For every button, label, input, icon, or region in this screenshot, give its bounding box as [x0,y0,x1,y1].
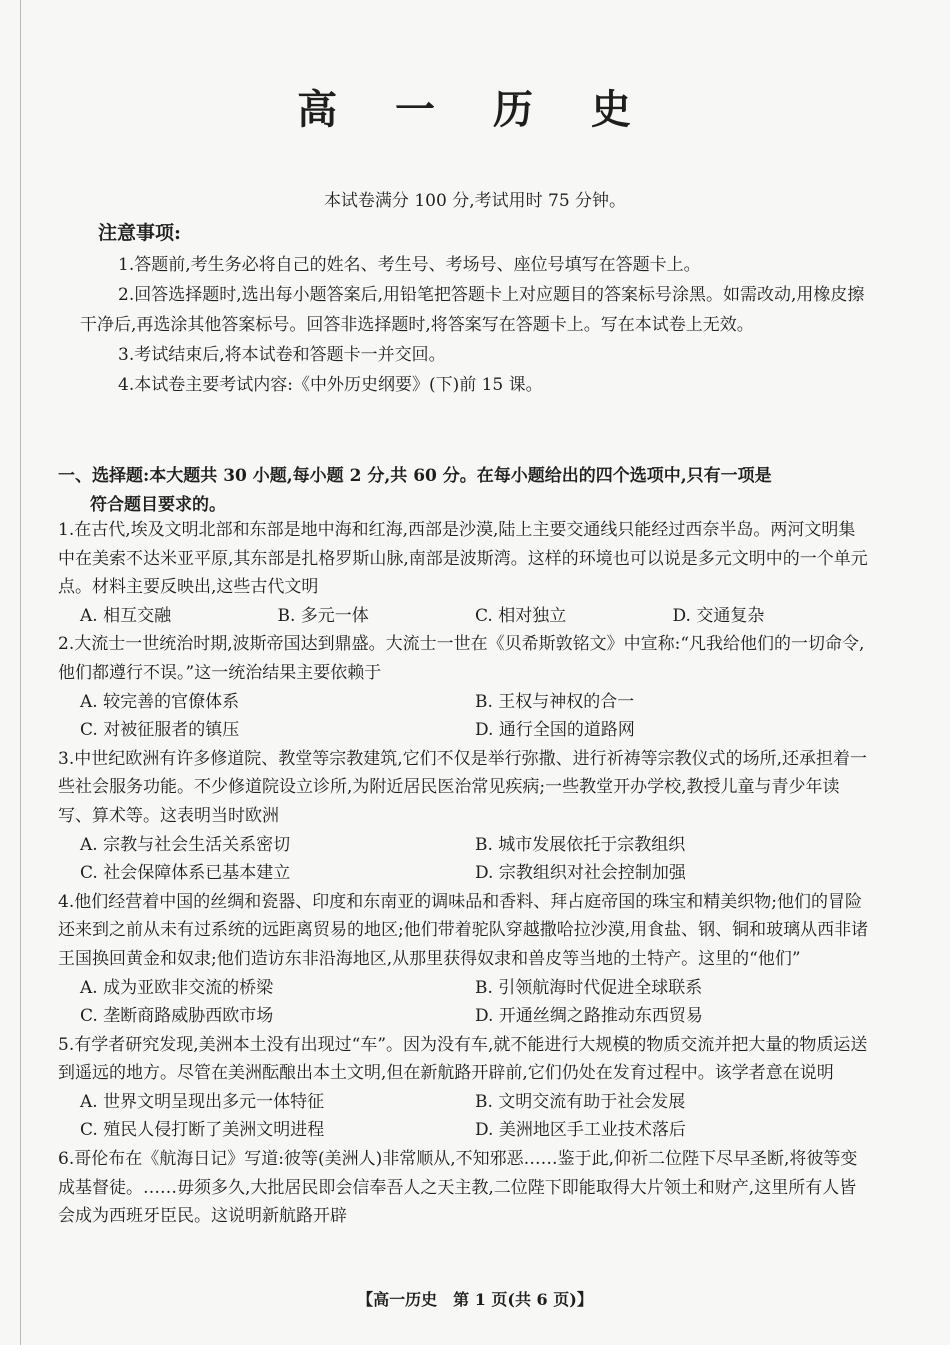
option-b: B. 多元一体 [277,605,369,626]
question-list [58,516,870,1231]
question-1 [58,516,870,630]
question-6 [58,1145,870,1231]
question-stem: 3.中世纪欧洲有许多修道院、教堂等宗教建筑,它们不仅是举行弥撒、进行祈祷等宗教仪式的场所,还承担着一些社会服务功能。不少修道院设立诊所,为附近居民医治常见疾病;一些教堂开办学校,教授儿童与青少年读写、算术等。这表明当时欧洲 [58,748,868,826]
question-5 [58,1031,870,1145]
option-c: C. 垄断商路威胁西欧市场 [80,1006,274,1027]
option-d: D. 交通复杂 [672,605,765,626]
page-footer: 【高一历史 第 1 页(共 6 页)】 [357,1290,593,1309]
notice-item: 2.回答选择题时,选出每小题答案后,用铅笔把答题卡上对应题目的答案标号涂黑。如需改动,用橡皮擦干净后,再选涂其他答案标号。回答非选择题时,将答案写在答题卡上。写在本试卷上无效。 [80,285,865,335]
option-b: B. 王权与神权的合一 [475,691,635,712]
exam-subtitle: 本试卷满分 100 分,考试用时 75 分钟。 [323,191,627,211]
question-stem: 1.在古代,埃及文明北部和东部是地中海和红海,西部是沙漠,陆上主要交通线只能经过西奈半岛。两河文明集中在美索不达米亚平原,其东部是扎格罗斯山脉,南部是波斯湾。这样的环境也可以说是多元文明中的一个单元点。材料主要反映出,这些古代文明 [58,520,868,598]
question-3 [58,745,870,888]
option-a: A. 宗教与社会生活关系密切 [80,834,291,855]
options-row [58,831,870,860]
question-stem: 5.有学者研究发现,美洲本土没有出现过“车”。因为没有车,就不能进行大规模的物质交流并把大量的物质运送到遥远的地方。尽管在美洲酝酿出本土文明,但在新航路开辟前,它们仍处在发育过程中。该学者意在说明 [58,1034,868,1084]
notice-item: 1.答题前,考生务必将自己的姓名、考生号、考场号、座位号填写在答题卡上。 [118,255,701,275]
option-b: B. 引领航海时代促进全球联系 [475,977,703,998]
options-row [58,602,870,631]
notice-list [80,250,870,400]
section-heading [58,462,870,520]
option-a: A. 成为亚欧非交流的桥梁 [80,977,274,998]
option-d: D. 宗教组织对社会控制加强 [475,863,686,884]
options-row [58,716,870,745]
options-row [58,974,870,1003]
options-row [58,1002,870,1031]
page-title: 高 一 历 史 [297,86,653,133]
question-stem: 2.大流士一世统治时期,波斯帝国达到鼎盛。大流士一世在《贝希斯敦铭文》中宣称:“凡我给他们的一切命令,他们都遵行不误。”这一统治结果主要依赖于 [58,634,865,683]
option-a: A. 世界文明呈现出多元一体特征 [80,1091,325,1112]
option-b: B. 文明交流有助于社会发展 [475,1091,686,1112]
notice-item: 4.本试卷主要考试内容:《中外历史纲要》(下)前 15 课。 [118,375,543,395]
option-c: C. 社会保障体系已基本建立 [80,863,291,884]
notice-heading: 注意事项: [98,222,182,244]
option-c: C. 殖民人侵打断了美洲文明进程 [80,1120,325,1141]
options-row [58,1116,870,1145]
option-a: A. 相互交融 [80,605,172,626]
section-heading-line: 符合题目要求的。 [90,495,226,515]
option-d: D. 美洲地区手工业技术落后 [475,1120,686,1141]
notice-item: 3.考试结束后,将本试卷和答题卡一并交回。 [118,345,446,365]
question-4 [58,888,870,1031]
option-c: C. 对被征服者的镇压 [80,720,240,741]
options-row [58,859,870,888]
section-heading-line: 一、选择题:本大题共 30 小题,每小题 2 分,共 60 分。在每小题给出的四个选项中,只有一项是 [58,466,772,486]
option-d: D. 开通丝绸之路推动东西贸易 [475,1006,703,1027]
option-d: D. 通行全国的道路网 [475,720,635,741]
option-b: B. 城市发展依托于宗教组织 [475,834,686,855]
option-c: C. 相对独立 [475,605,567,626]
binding-line [20,0,21,1345]
question-stem: 4.他们经营着中国的丝绸和瓷器、印度和东南亚的调味品和香料、拜占庭帝国的珠宝和精美织物;他们的冒险还来到之前从未有过系统的远距离贸易的地区;他们带着驼队穿越撒哈拉沙漠,用食盐、钢、铜和玻璃从西非诸王国换回黄金和奴隶;他们造访东非沿海地区,从那里获得奴隶和兽皮等当地的土特产。这里的“他们” [58,891,869,969]
option-a: A. 较完善的官僚体系 [80,691,240,712]
options-row [58,688,870,717]
question-2 [58,630,870,744]
options-row [58,1088,870,1117]
question-stem: 6.哥伦布在《航海日记》写道:彼等(美洲人)非常顺从,不知邪恶……鉴于此,仰祈二位陛下尽早圣断,将彼等变成基督徒。……毋须多久,大批居民即会信奉吾人之天主教,二位陛下即能取得大片领土和财产,这里所有人皆会成为西班牙臣民。这说明新航路开辟 [58,1149,858,1227]
